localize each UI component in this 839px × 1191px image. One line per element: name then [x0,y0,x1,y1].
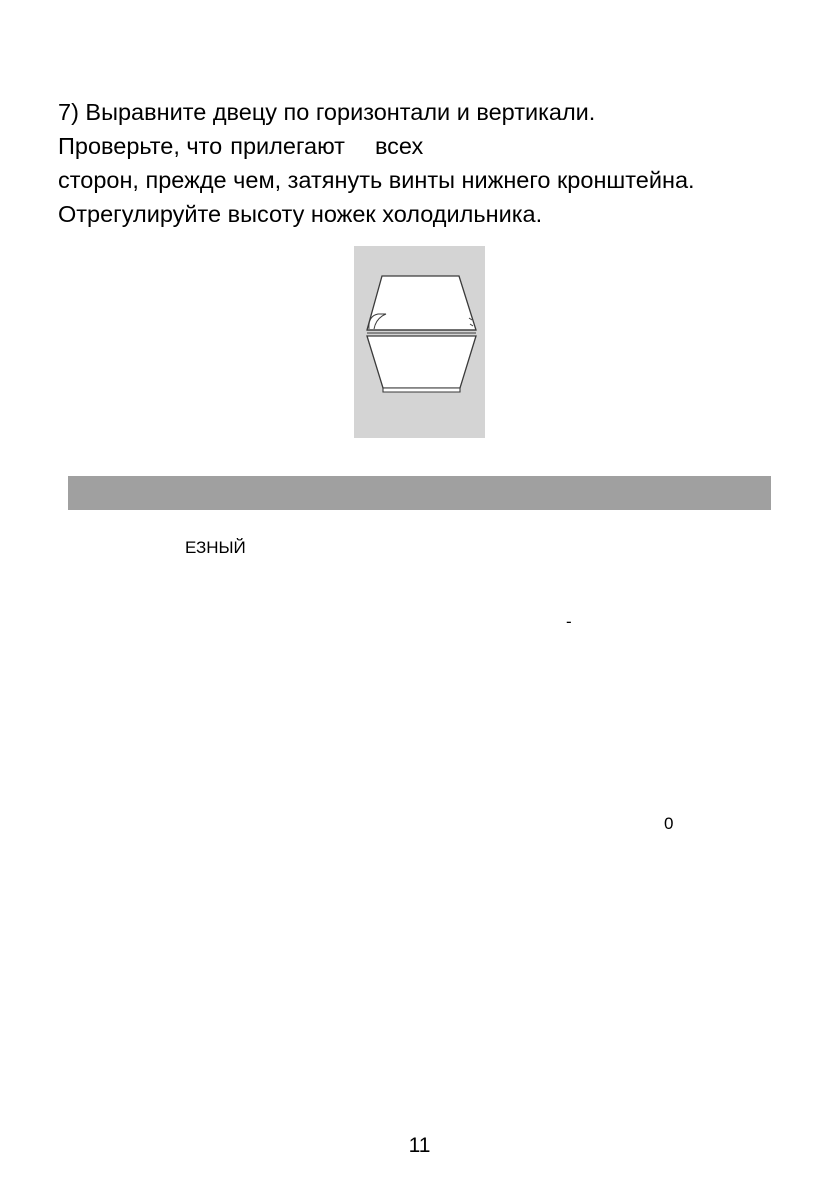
instruction-line-2-part-c: всех [374,133,424,159]
instruction-line-2-part-a: Проверьте, что [58,133,223,159]
instruction-line-1: 7) Выравните двецу по горизонтали и вертикали. [58,99,596,125]
instruction-line-4: Отрегулируйте высоту ножек холодильника. [58,201,543,227]
instruction-line-3: сторон, прежде чем, затянуть винты нижнего кронштейна. [58,167,695,193]
text-fragment-word: ЕЗНЫЙ [185,538,246,557]
section-header-bar [68,476,771,510]
refrigerator-figure [354,246,485,438]
instruction-line-2 [58,128,423,164]
text-fragment-dash: - [566,612,572,631]
instruction-line-2-part-b: прилегают [230,133,345,159]
refrigerator-illustration-icon [354,246,485,438]
text-fragment-zero: 0 [664,814,674,833]
page-number: 11 [408,1134,431,1157]
